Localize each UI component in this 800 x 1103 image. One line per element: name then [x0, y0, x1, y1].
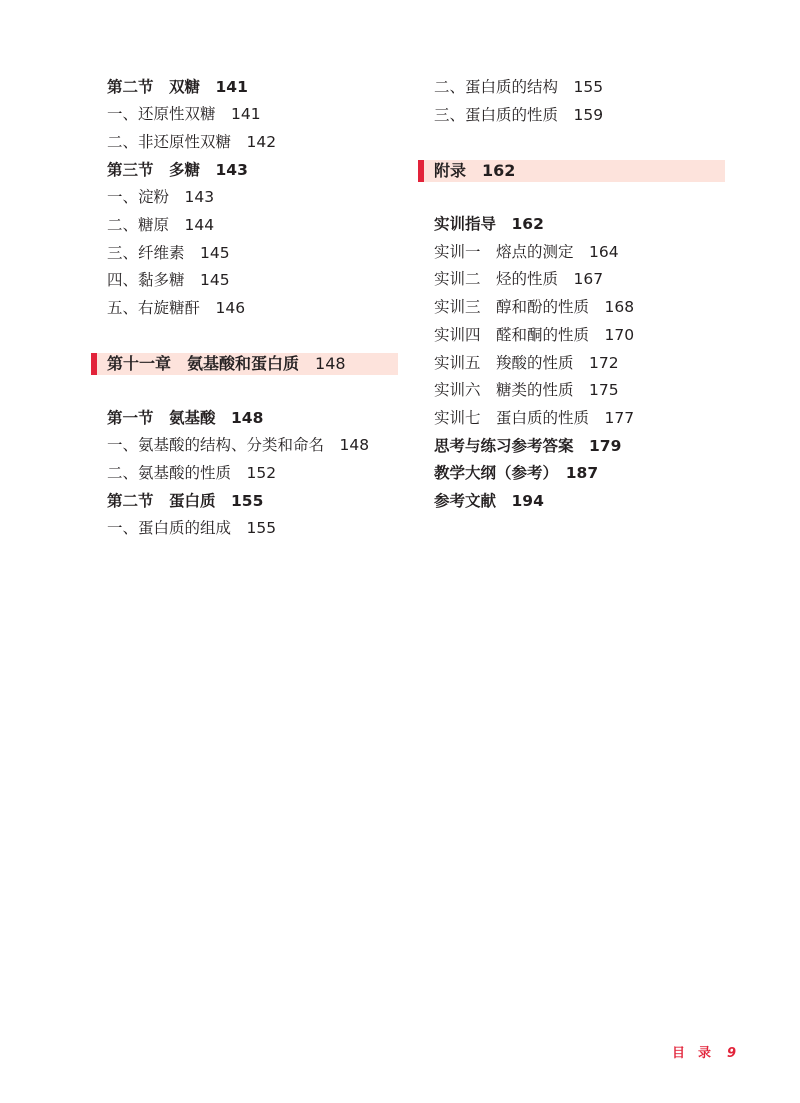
toc-entry[interactable]: 一、蛋白质的组成 155 [107, 519, 277, 537]
toc-section-heading[interactable]: 第二节 蛋白质 155 [107, 492, 264, 510]
toc-entry[interactable]: 实训二 烃的性质 167 [434, 270, 604, 288]
toc-section-heading[interactable]: 实训指导 162 [434, 215, 544, 233]
toc-entry[interactable]: 二、氨基酸的性质 152 [107, 464, 277, 482]
toc-entry[interactable]: 一、氨基酸的结构、分类和命名 148 [107, 436, 370, 454]
chapter-title: 第十一章 氨基酸和蛋白质 [107, 354, 300, 373]
toc-entry[interactable]: 一、淀粉 143 [107, 188, 215, 206]
toc-entry[interactable]: 实训六 糖类的性质 175 [434, 381, 619, 399]
toc-section-heading[interactable]: 思考与练习参考答案 179 [434, 437, 622, 455]
toc-section-heading[interactable]: 教学大纲（参考） 187 [434, 464, 599, 482]
toc-entry[interactable]: 实训五 羧酸的性质 172 [434, 354, 619, 372]
appendix-marker [418, 160, 424, 182]
chapter-heading-bar[interactable] [91, 353, 398, 375]
toc-entry[interactable]: 五、右旋糖酐 146 [107, 299, 246, 317]
page-footer [672, 1044, 736, 1064]
toc-section-heading[interactable]: 第二节 双糖 141 [107, 78, 248, 96]
toc-entry[interactable]: 实训一 熔点的测定 164 [434, 243, 619, 261]
chapter-page-number: 148 [315, 354, 346, 373]
appendix-heading [434, 160, 515, 182]
chapter-marker [91, 353, 97, 375]
toc-section-heading[interactable]: 参考文献 194 [434, 492, 544, 510]
toc-entry[interactable]: 二、糖原 144 [107, 216, 215, 234]
toc-entry[interactable]: 实训四 醛和酮的性质 170 [434, 326, 635, 344]
toc-entry[interactable]: 一、还原性双糖 141 [107, 105, 261, 123]
toc-entry[interactable]: 实训七 蛋白质的性质 177 [434, 409, 635, 427]
toc-entry[interactable]: 三、纤维素 145 [107, 244, 230, 262]
toc-entry[interactable]: 二、蛋白质的结构 155 [434, 78, 604, 96]
chapter-heading [107, 353, 346, 375]
page-number: 9 [727, 1046, 737, 1061]
toc-entry[interactable]: 三、蛋白质的性质 159 [434, 106, 604, 124]
toc-entry[interactable]: 实训三 醇和酚的性质 168 [434, 298, 635, 316]
footer-label: 目 录 [672, 1046, 712, 1061]
appendix-heading-bar[interactable] [418, 160, 725, 182]
toc-section-heading[interactable]: 第一节 氨基酸 148 [107, 409, 264, 427]
toc-section-heading[interactable]: 第三节 多糖 143 [107, 161, 248, 179]
toc-entry[interactable]: 二、非还原性双糖 142 [107, 133, 277, 151]
appendix-page-number: 162 [482, 161, 516, 180]
toc-entry[interactable]: 四、黏多糖 145 [107, 271, 230, 289]
appendix-title: 附录 [434, 161, 467, 180]
